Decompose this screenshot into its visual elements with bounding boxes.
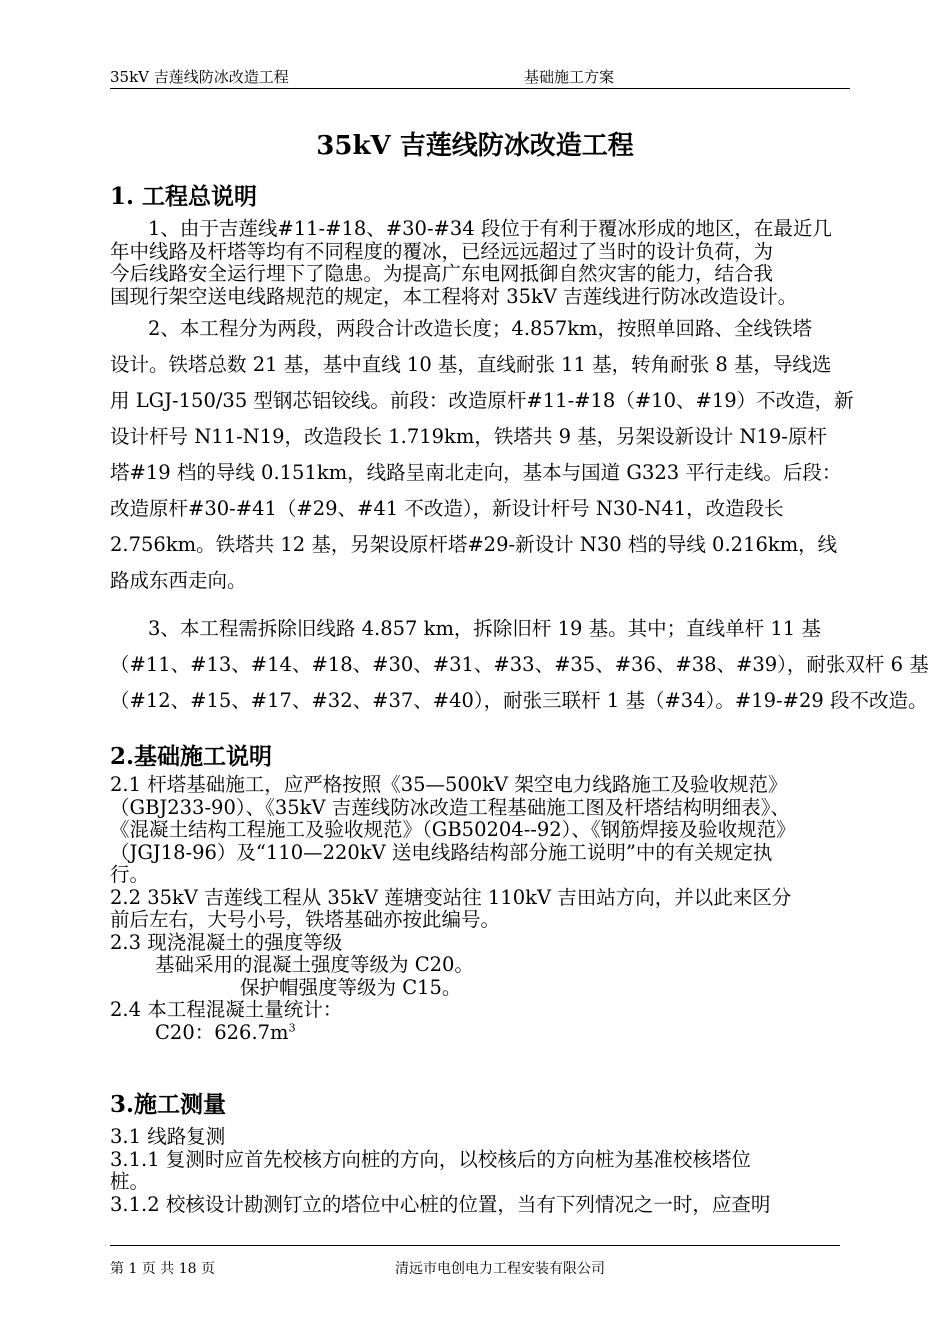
text-line: 3.1 线路复测 [110,1125,226,1148]
text-line: 年中线路及杆塔等均有不同程度的覆冰，已经远远超过了当时的设计负荷，为 [110,239,774,263]
section-3-body [110,1126,852,1216]
concrete-volume-line [110,1022,852,1045]
text-line: （#11、#13、#14、#18、#30、#31、#33、#35、#36、#38、#39），耐张双杆 6 基 [110,653,929,676]
text-line: 《混凝土结构工程施工及验收规范》（GB50204--92）、《钢筋焊接及验收规范》 [110,818,796,841]
text-line: 1、由于吉莲线#11-#18、#30-#34 段位于有利于覆冰形成的地区，在最近几 [148,217,832,240]
text-line: 3、本工程需拆除旧线路 4.857 km，拆除旧杆 19 基。其中；直线单杆 11 基 [148,617,821,640]
section-1-paragraph-2 [110,311,852,599]
text-line: 改造原杆#30-#41（#29、#41 不改造），新设计杆号 N30-N41，改造段长 [110,497,784,520]
document-title: 35kV 吉莲线防冰改造工程 [316,131,634,161]
text-line: 2.756km。铁塔共 12 基，另架设原杆塔#29-新设计 N30 档的导线 0.216km，线 [110,533,838,556]
section-1-paragraph-1 [110,218,852,308]
text-line: 3.1.1 复测时应首先校核方向桩的方向，以校核后的方向桩为基准校核塔位 [110,1147,751,1171]
text-line: 国现行架空送电线路规范的规定，本工程将对 35kV 吉莲线进行防冰改造设计。 [110,284,798,308]
text-line: （#12、#15、#17、#32、#37、#40），耐张三联杆 1 基（#34）。#19-#29 段不改造。 [110,689,928,712]
footer-rule [110,1245,840,1246]
section-2-heading: 2.基础施工说明 [110,743,273,770]
header-document-type: 基础施工方案 [524,68,615,86]
text-line: 塔#19 档的导线 0.151km，线路呈南北走向，基本与国道 G323 平行走线。后段： [110,461,842,484]
text-line: 行。 [110,863,150,886]
text-line: 用 LGJ-150/35 型钢芯铝铰线。前段：改造原杆#11-#18（#10、#19）不改造，新 [110,389,854,412]
text-line: 保护帽强度等级为 C15。 [240,975,462,999]
text-line: 桩。 [110,1170,150,1193]
page-number: 第 1 页 共 18 页 [110,1261,215,1277]
text-line: 前后左右，大号小号，铁塔基础亦按此编号。 [110,908,501,931]
text-line: 设计杆号 N11-N19，改造段长 1.719km，铁塔共 9 基，另架设新设计 N19-原杆 [110,425,827,448]
cubic-superscript: 3 [288,1021,296,1034]
page-header [110,62,850,89]
section-2-paragraph-1 [110,774,852,1044]
concrete-volume-value: C20：626.7m [155,1020,289,1044]
text-line: 2.2 35kV 吉莲线工程从 35kV 莲塘变站往 110kV 吉田站方向，并以此来区分 [110,885,792,909]
text-line: 2.1 杆塔基础施工，应严格按照《35—500kV 架空电力线路施工及验收规范》 [110,773,788,796]
text-line: 2.4 本工程混凝土量统计： [110,998,343,1021]
text-line: （JGJ18-96）及“110—220kV 送电线路结构部分施工说明”中的有关规定执 [110,840,773,864]
text-line: 2.3 现浇混凝土的强度等级 [110,930,343,954]
text-line: 2、本工程分为两段，两段合计改造长度；4.857km，按照单回路、全线铁塔 [148,317,813,340]
text-line: 今后线路安全运行埋下了隐患。为提高广东电网抵御自然灾害的能力，结合我 [110,262,774,285]
footer-company: 清远市电创电力工程安装有限公司 [395,1261,605,1277]
section-1-heading: 1. 工程总说明 [110,183,258,210]
header-project-name: 35kV 吉莲线防冰改造工程 [110,68,289,86]
text-line: 设计。铁塔总数 21 基，基中直线 10 基，直线耐张 11 基，转角耐张 8 基，导线选 [110,353,832,376]
text-line: 路成东西走向。 [110,569,247,592]
section-3-heading: 3.施工测量 [110,1091,227,1118]
text-line: 基础采用的混凝土强度等级为 C20。 [155,953,474,976]
text-line: （GBJ233-90）、《35kV 吉莲线防冰改造工程基础施工图及杆塔结构明细表》、 [110,795,791,819]
text-line: 3.1.2 校核设计勘测钉立的塔位中心桩的位置，当有下列情况之一时，应查明 [110,1192,771,1216]
section-1-paragraph-3 [110,611,929,719]
